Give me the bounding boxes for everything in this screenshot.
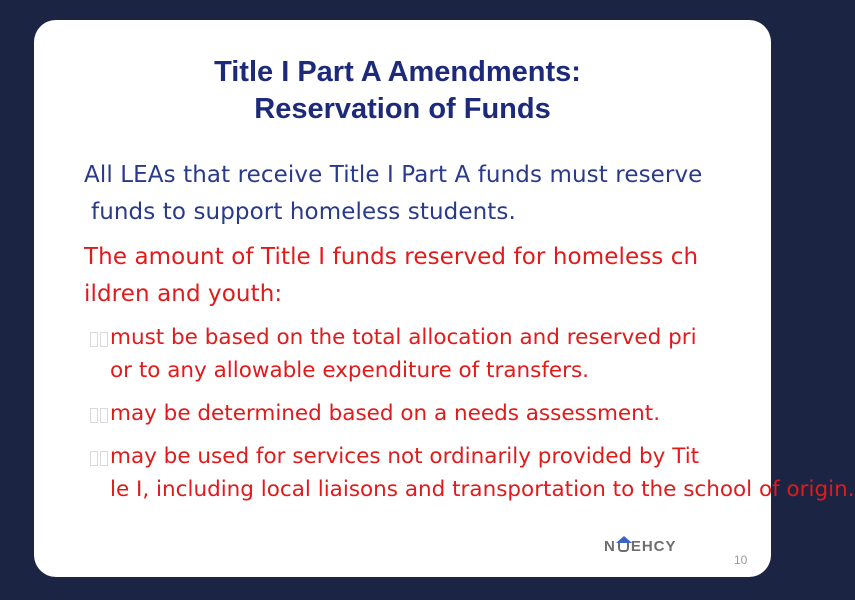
list-item [84,439,855,507]
slide [34,20,855,577]
bullet-list [84,320,855,507]
bullet-line-2: or to any allowable expenditure of transfers. [110,358,590,383]
house-icon [617,540,630,552]
title-line-2: Reservation of Funds [254,93,551,125]
reservation-line-2: ildren and youth: [84,281,283,307]
slide-body [84,157,855,515]
logo-prefix: N [604,538,616,555]
bullet-line-1: must be based on the total allocation and reserved pri [110,325,697,350]
bullet-icon [90,408,98,423]
nchey-logo [604,538,677,555]
page-number: 10 [734,553,748,567]
bullet-line-1: may be determined based on a needs assessment. [110,401,661,426]
intro-line-1: All LEAs that receive Title I Part A funds must reserve [84,162,703,188]
slide-title [34,54,771,128]
bullet-line-1: may be used for services not ordinarily provided by Tit [110,444,700,469]
intro-line-2: funds to support homeless students. [91,199,516,225]
reservation-paragraph [84,239,784,313]
reservation-line-1: The amount of Title I funds reserved for homeless ch [84,244,699,270]
list-item [84,320,784,388]
title-line-1: Title I Part A Amendments: [214,56,581,88]
list-item [84,396,784,431]
intro-paragraph [84,157,784,231]
bullet-icon [90,332,98,347]
bullet-line-2: le I, including local liaisons and transportation to the school of origin. [110,477,855,502]
logo-suffix: EHCY [630,538,677,555]
bullet-icon [90,451,98,466]
